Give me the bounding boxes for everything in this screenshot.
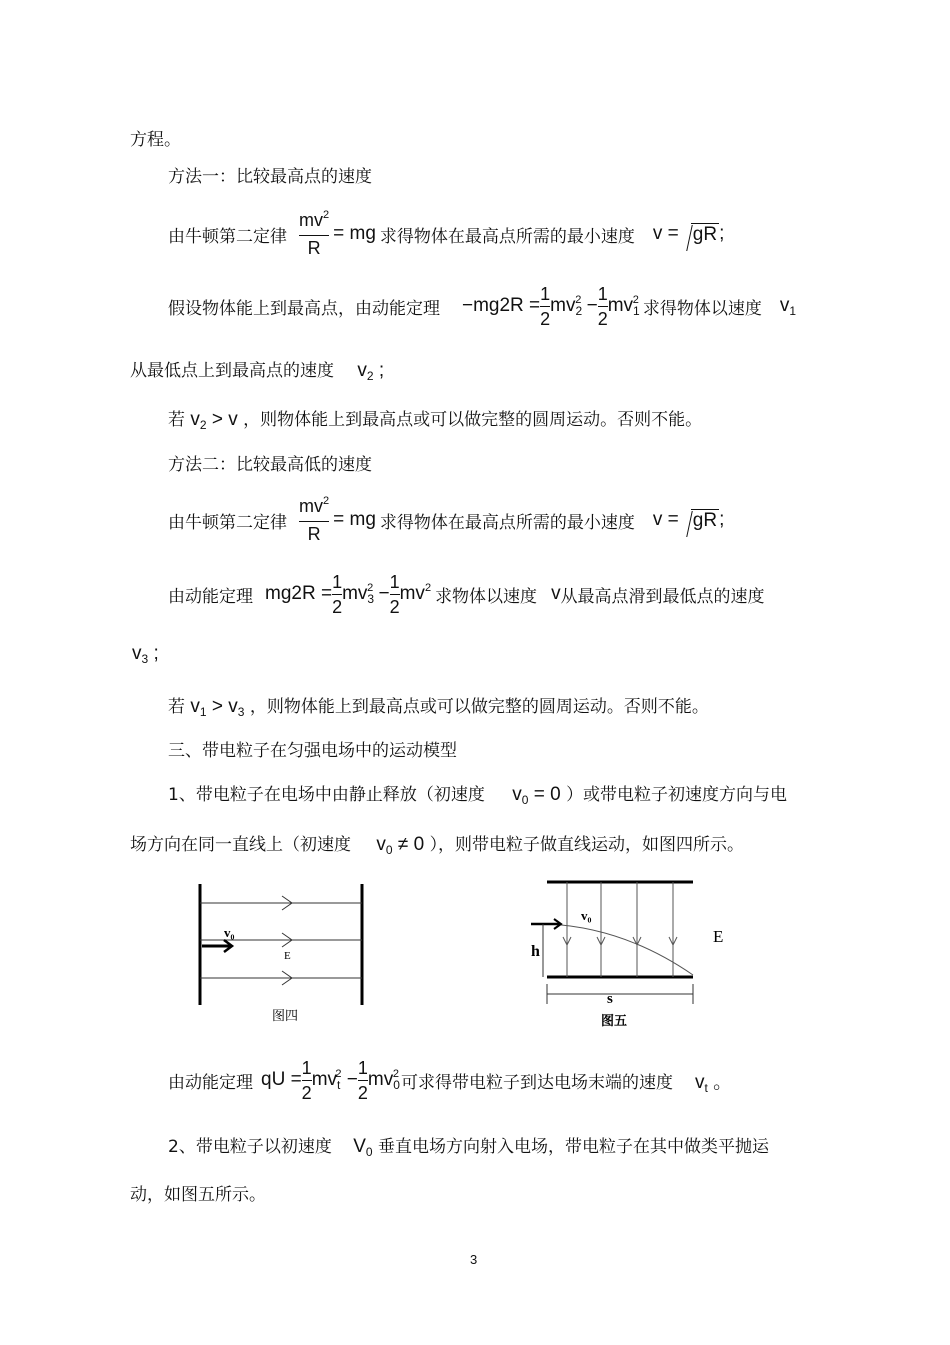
text-segment: 求物体以速度: [435, 586, 538, 607]
figure-caption: 图四: [272, 1008, 299, 1023]
text-segment: 2、带电粒子以初速度: [168, 1137, 332, 1157]
fraction: $\frac{mv^2}{R}$: [299, 495, 330, 544]
equation-line: 假设物体能上到最高点，由动能定理 −mg2R = $\frac{1}{2}$ $mv_2^2$ − $\frac{1}{2}$ $mv_1^2$ 求得物体以速度 $v_1$: [168, 283, 797, 329]
figure-caption: 图五: [601, 1013, 628, 1028]
equation-line: $v_3$ ;: [132, 643, 159, 666]
text-segment: 可求得带电粒子到达电场末端的速度: [401, 1072, 674, 1093]
fraction: $\frac{1}{2}$: [540, 283, 551, 329]
text-segment: 由动能定理: [168, 1072, 253, 1093]
fraction: $\frac{1}{2}$: [301, 1057, 312, 1103]
equation-line: 2、带电粒子以初速度 $V_0$ 垂直电场方向射入电场，带电粒子在其中做类平抛运: [168, 1136, 770, 1159]
section-heading: 三、带电粒子在匀强电场中的运动模型: [168, 741, 457, 761]
equation-line: 从最低点上到最高点的速度 $v_2$ ;: [130, 360, 385, 383]
text-segment: 由牛顿第二定律: [168, 512, 287, 533]
e-label: E: [713, 927, 724, 946]
text-line: 方程。: [130, 130, 181, 150]
fraction: $\frac{1}{2}$: [389, 571, 400, 617]
equation-line: 场方向在同一直线上（初速度 $v_0 \ne 0$ ），则带电粒子做直线运动，如图四所示。: [130, 834, 745, 857]
text-line: 动，如图五所示。: [130, 1185, 266, 1205]
text-line: 方法一：比较最高点的速度: [168, 167, 372, 187]
text-segment: 求得物体以速度: [642, 298, 762, 319]
fraction: $\frac{1}{2}$: [357, 1057, 368, 1103]
equation-line: 若 $v_2 > v$ ，则物体能上到最高点或可以做完整的圆周运动。否则不能。: [168, 409, 703, 432]
v0-label: v₀: [224, 925, 235, 940]
page-number: 3: [470, 1252, 478, 1267]
text-segment: 从最低点上到最高点的速度: [130, 361, 334, 381]
text-segment: 若: [168, 410, 185, 430]
text-segment: 从最高点滑到最低点的速度: [560, 586, 765, 607]
equation-line: 1、带电粒子在电场中由静止释放（初速度 $v_0 = 0$ ）或带电粒子初速度方向与电: [168, 784, 788, 807]
figure-4: [190, 880, 375, 1030]
text-segment: ）或带电粒子初速度方向与电: [566, 785, 788, 805]
s-label: s: [607, 991, 613, 1007]
text-segment: ），则带电粒子做直线运动，如图四所示。: [429, 835, 745, 855]
fraction: $\frac{mv^2}{R}$: [299, 209, 330, 258]
e-label: E: [284, 950, 291, 962]
text-segment: 求得物体在最高点所需的最小速度: [379, 512, 635, 533]
fraction: $\frac{1}{2}$: [597, 283, 608, 329]
fraction: $\frac{1}{2}$: [332, 571, 343, 617]
text-segment: ，则物体能上到最高点或可以做完整的圆周运动。否则不能。: [243, 410, 703, 430]
equation-line: 由动能定理 qU = $\frac{1}{2}$ $mv_t^2$ − $\frac{1}{2}$ $mv_0^2$ 可求得带电粒子到达电场末端的速度 $v_t$ 。: [168, 1057, 733, 1103]
equation-line: 若 $v_1 > v_3$ ，则物体能上到最高点或可以做完整的圆周运动。否则不能。: [168, 696, 709, 719]
text-segment: 1、带电粒子在电场中由静止释放（初速度: [168, 785, 485, 805]
text-segment: 垂直电场方向射入电场，带电粒子在其中做类平抛运: [378, 1137, 770, 1157]
text-segment: 求得物体在最高点所需的最小速度: [379, 226, 635, 247]
text-line: 方法二：比较最高低的速度: [168, 455, 372, 475]
text-segment: ，则物体能上到最高点或可以做完整的圆周运动。否则不能。: [249, 697, 709, 717]
equation-line: 由牛顿第二定律 $\frac{mv^2}{R}$ = mg 求得物体在最高点所需的最小速度 v = gR ;: [168, 209, 725, 258]
text-segment: 场方向在同一直线上（初速度: [130, 835, 351, 855]
text-segment: 由动能定理: [168, 586, 253, 607]
equation-line: 由牛顿第二定律 $\frac{mv^2}{R}$ = mg 求得物体在最高点所需的最小速度 v = gR ;: [168, 495, 725, 544]
h-label: h: [531, 943, 540, 960]
text-segment: 由牛顿第二定律: [168, 226, 287, 247]
text-segment: 若: [168, 697, 185, 717]
trajectory: [549, 924, 693, 975]
v0-label: v₀: [581, 908, 592, 923]
equation-line: 由动能定理 mg2R = $\frac{1}{2}$ $mv_3^2$ − $\frac{1}{2}$ $mv^2$ 求物体以速度 v 从最高点滑到最低点的速度: [168, 571, 765, 617]
figure-5: [525, 872, 740, 1032]
text-segment: 假设物体能上到最高点，由动能定理: [168, 298, 440, 319]
